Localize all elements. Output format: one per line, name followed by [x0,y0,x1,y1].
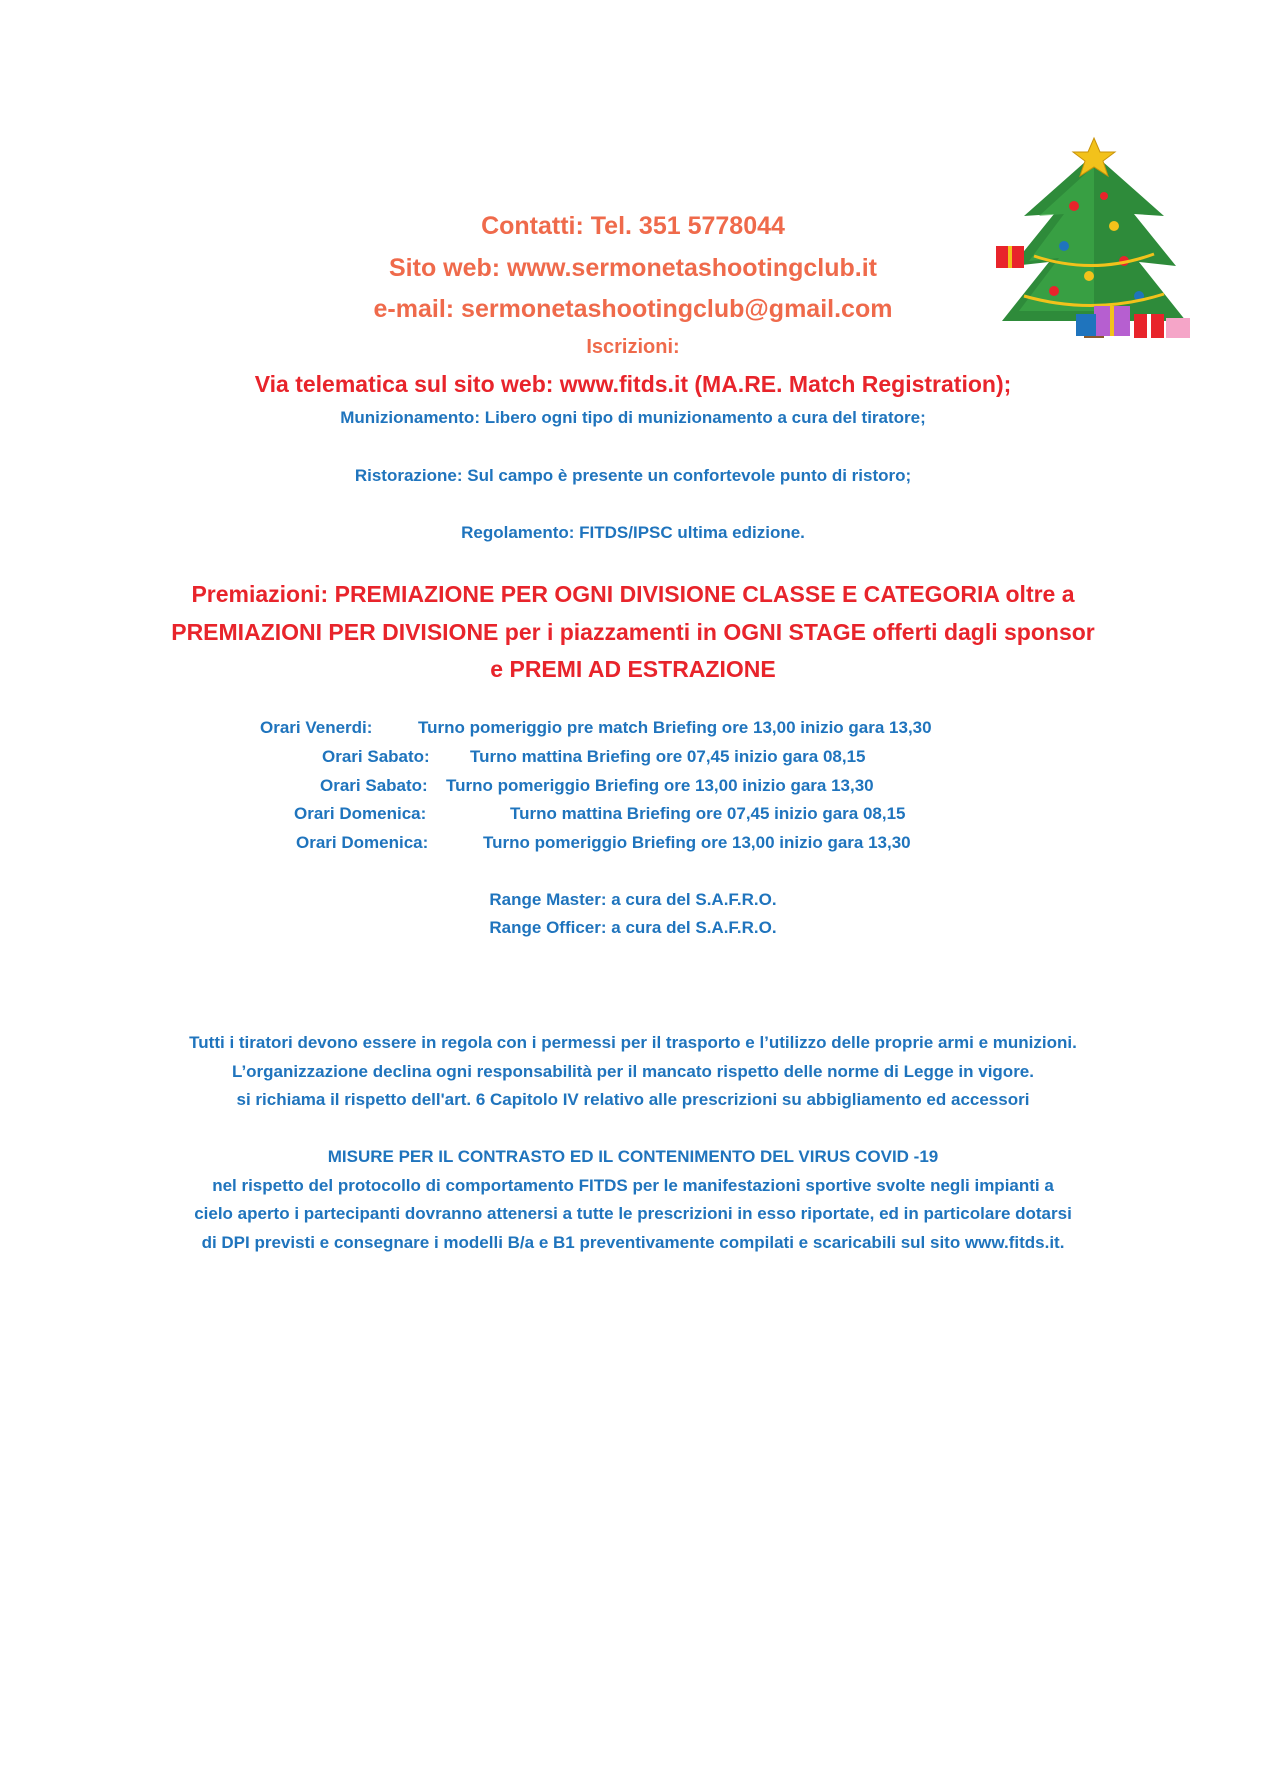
schedule-turn: Turno pomeriggio Briefing ore 13,00 inizio gara 13,30 [483,833,911,852]
ammunition-line: Munizionamento: Libero ogni tipo di munizionamento a cura del tiratore; [340,408,926,427]
range-officer-line: Range Officer: a cura del S.A.F.R.O. [489,918,777,937]
registration-title: Iscrizioni: [586,336,680,358]
notes-line-3: si richiama il rispetto dell'art. 6 Capitolo IV relativo alle prescrizioni su abbigliamento ed accessori [236,1090,1030,1109]
notes-line-2: L’organizzazione declina ogni responsabilità per il mancato rispetto delle norme di Legge in vigore. [232,1062,1034,1081]
schedule-day: Orari Domenica: [294,804,427,823]
schedule-day: Orari Sabato: [322,747,430,766]
notes-line-1: Tutti i tiratori devono essere in regola con i permessi per il trasporto e l’utilizzo delle proprie armi e munizioni. [189,1033,1077,1052]
rules-line: Regolamento: FITDS/IPSC ultima edizione. [461,523,805,542]
registration-text: Via telematica sul sito web: www.fitds.it (MA.RE. Match Registration); [254,371,1012,397]
schedule-day: Orari Venerdi: [260,718,373,737]
schedule-day: Orari Sabato: [320,776,428,795]
catering-line: Ristorazione: Sul campo è presente un confortevole punto di ristoro; [354,466,912,485]
covid-line-2: cielo aperto i partecipanti dovranno attenersi a tutte le prescrizioni in esso riportate, ed in particolare dotarsi [194,1204,1072,1223]
schedule-day: Orari Domenica: [296,833,429,852]
covid-title: MISURE PER IL CONTRASTO ED IL CONTENIMENTO DEL VIRUS COVID -19 [327,1147,939,1166]
contacts-line: Contatti: Tel. 351 5778044 [481,212,785,240]
awards-line-1: Premiazioni: PREMIAZIONE PER OGNI DIVISIONE CLASSE E CATEGORIA oltre a [191,581,1075,607]
range-master-line: Range Master: a cura del S.A.F.R.O. [489,890,777,909]
covid-line-1: nel rispetto del protocollo di comportamento FITDS per le manifestazioni sportive svolte negli impianti a [212,1176,1054,1195]
website-line: Sito web: www.sermonetashootingclub.it [389,254,877,282]
awards-line-3: e PREMI AD ESTRAZIONE [490,656,776,682]
schedule-turn: Turno mattina Briefing ore 07,45 inizio gara 08,15 [510,804,906,823]
schedule-turn: Turno mattina Briefing ore 07,45 inizio gara 08,15 [470,747,866,766]
schedule-turn: Turno pomeriggio Briefing ore 13,00 inizio gara 13,30 [446,776,874,795]
schedule-turn: Turno pomeriggio pre match Briefing ore 13,00 inizio gara 13,30 [418,718,932,737]
email-line: e-mail: sermonetashootingclub@gmail.com [373,295,893,323]
covid-line-3: di DPI previsti e consegnare i modelli B/a e B1 preventivamente compilati e scaricabili sul sito www.fitds.it. [201,1233,1065,1252]
awards-line-2: PREMIAZIONI PER DIVISIONE per i piazzamenti in OGNI STAGE offerti dagli sponsor [171,619,1095,645]
